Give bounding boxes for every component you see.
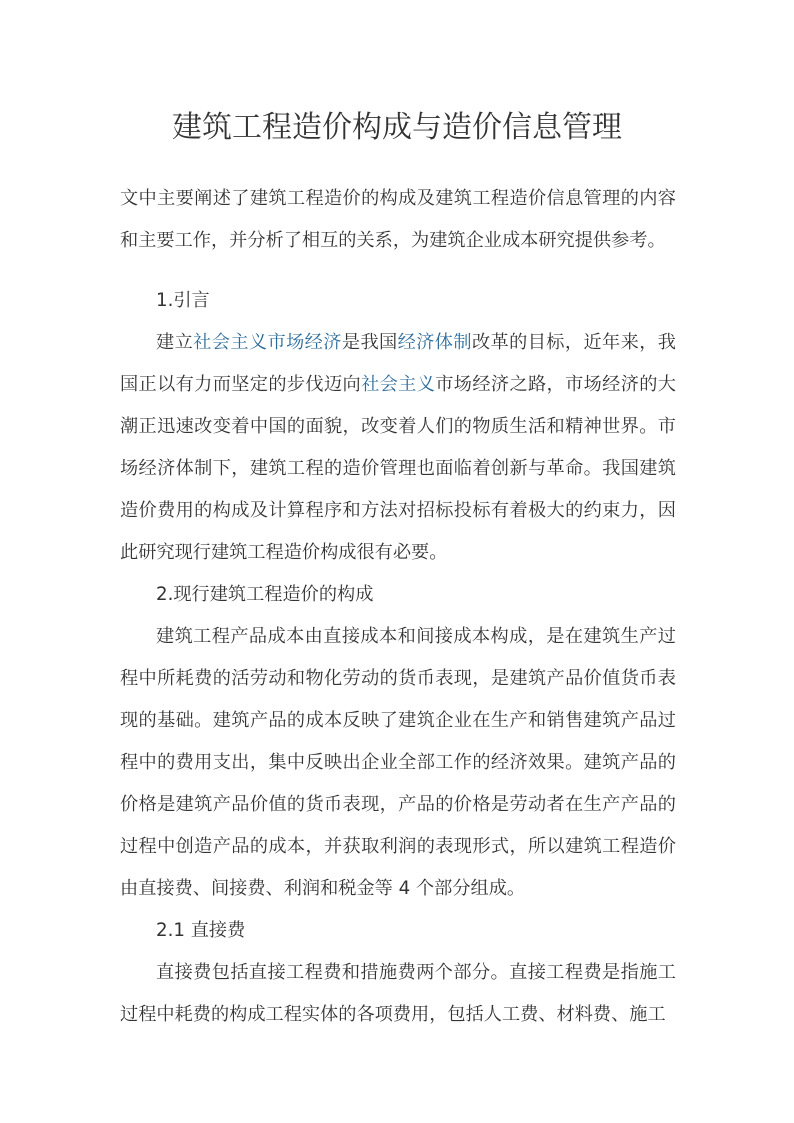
link-socialism-2[interactable]: 社会主义 [361, 374, 436, 395]
section-heading-introduction: 1.引言 [156, 290, 210, 311]
section-heading-cost-composition: 2.现行建筑工程造价的构成 [156, 584, 374, 605]
paragraph-text: 建立 [156, 332, 194, 353]
direct-cost-paragraph: 直接费包括直接工程费和措施费两个部分。直接工程费是指施工过程中耗费的构成工程实体的各项费用，包括人工费、材料费、施工 [120, 962, 676, 1025]
document-body [120, 280, 676, 1036]
paragraph-text: 改革的目标，近年来，我国正以有力而坚定的步伐迈向 [120, 332, 676, 395]
paragraph-text: 是我国 [341, 332, 398, 353]
link-economic-system[interactable]: 经济体制 [397, 332, 472, 353]
section-heading-direct-cost: 2.1 直接费 [156, 920, 246, 941]
abstract-paragraph: 文中主要阐述了建筑工程造价的构成及建筑工程造价信息管理的内容和主要工作，并分析了相互的关系，为建筑企业成本研究提供参考。 [120, 188, 676, 251]
introduction-paragraph [120, 322, 676, 574]
page-title: 建筑工程造价构成与造价信息管理 [172, 110, 622, 145]
link-socialism[interactable]: 社会主义 [193, 332, 268, 353]
link-market-economy[interactable]: 市场经济 [267, 332, 342, 353]
paragraph-text: 市场经济之路，市场经济的大潮正迅速改变着中国的面貌，改变着人们的物质生活和精神世界。市场经济体制下，建筑工程的造价管理也面临着创新与革命。我国建筑造价费用的构成及计算程序和方法对招标投标有着极大的约束力，因此研究现行建筑工程造价构成很有必要。 [120, 374, 676, 563]
cost-composition-paragraph: 建筑工程产品成本由直接成本和间接成本构成，是在建筑生产过程中所耗费的活劳动和物化劳动的货币表现，是建筑产品价值货币表现的基础。建筑产品的成本反映了建筑企业在生产和销售建筑产品过程中的费用支出，集中反映出企业全部工作的经济效果。建筑产品的价格是建筑产品价值的货币表现，产品的价格是劳动者在生产产品的过程中创造产品的成本，并获取利润的表现形式，所以建筑工程造价由直接费、间接费、利润和税金等 4 个部分组成。 [120, 626, 676, 899]
